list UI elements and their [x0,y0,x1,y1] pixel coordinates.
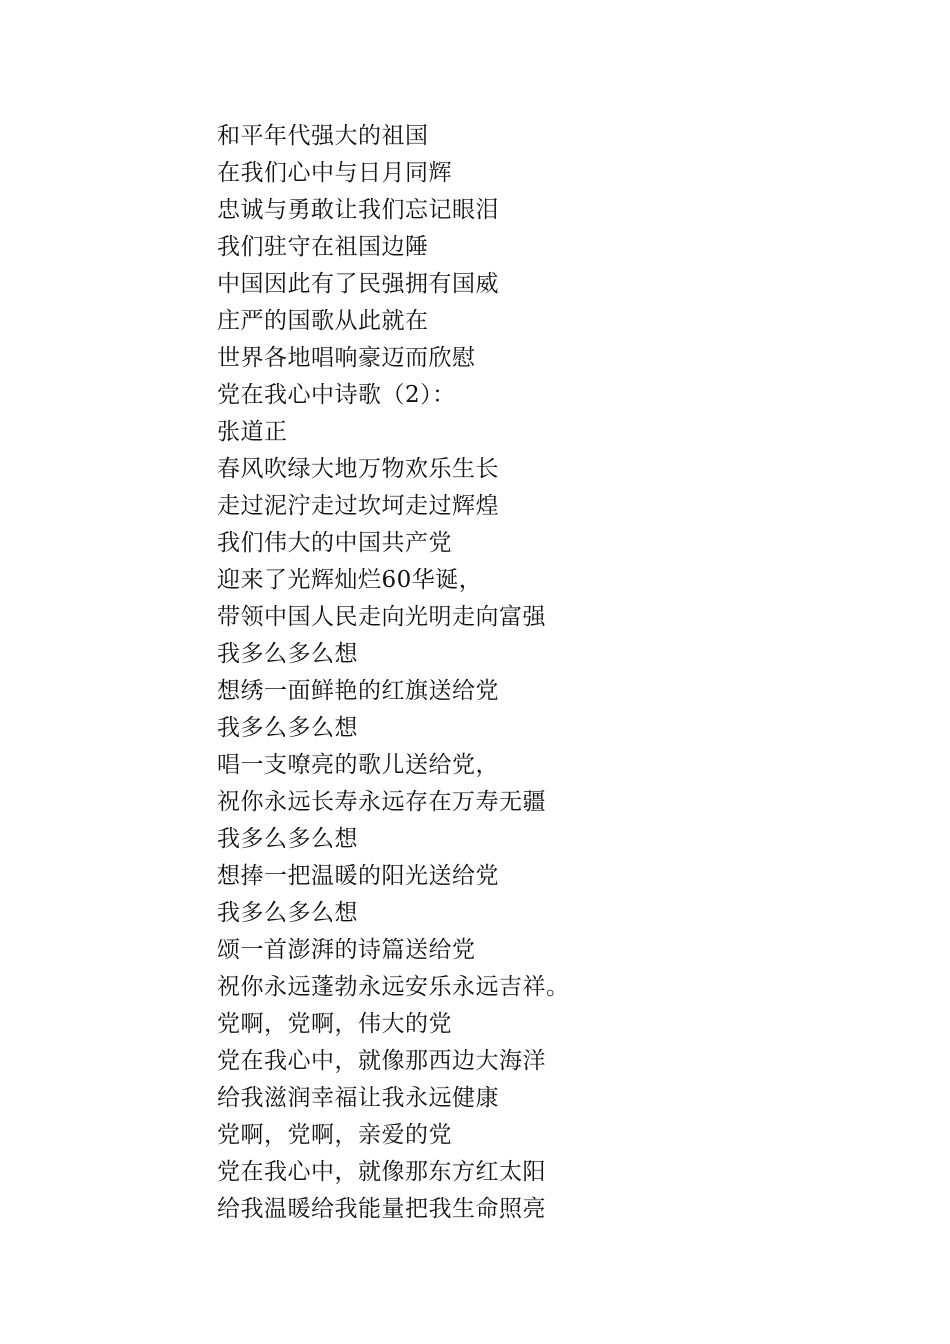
text-line: 迎来了光辉灿烂60华诞， [217,567,483,593]
text-line: 我多么多么想 [217,641,358,667]
text-line: 和平年代强大的祖国 [217,123,429,149]
text-line: 给我温暖给我能量把我生命照亮 [217,1196,546,1222]
text-line: 祝你永远长寿永远存在万寿无疆 [217,789,546,815]
text-line: 党啊，党啊，亲爱的党 [217,1122,452,1148]
poem-title: 党在我心中诗歌（2）： [217,382,456,408]
poem-text-block [217,118,570,1228]
text-line: 想绣一面鲜艳的红旗送给党 [217,678,499,704]
text-line: 带领中国人民走向光明走向富强 [217,604,546,630]
text-line: 党在我心中，就像那西边大海洋 [217,1048,546,1074]
poem-author: 张道正 [217,419,288,445]
text-line: 世界各地唱响豪迈而欣慰 [217,345,476,371]
text-line: 忠诚与勇敢让我们忘记眼泪 [217,197,499,223]
text-line: 唱一支嘹亮的歌儿送给党， [217,752,499,778]
text-line: 党啊，党啊，伟大的党 [217,1011,452,1037]
text-line: 祝你永远蓬勃永远安乐永远吉祥。 [217,974,570,1000]
text-line: 中国因此有了民强拥有国威 [217,271,499,297]
text-line: 我们伟大的中国共产党 [217,530,452,556]
text-line: 走过泥泞走过坎坷走过辉煌 [217,493,499,519]
text-line: 春风吹绿大地万物欢乐生长 [217,456,499,482]
text-line: 党在我心中，就像那东方红太阳 [217,1159,546,1185]
text-line: 颂一首澎湃的诗篇送给党 [217,937,476,963]
text-line: 我们驻守在祖国边陲 [217,234,429,260]
text-line: 我多么多么想 [217,900,358,926]
text-line: 想捧一把温暖的阳光送给党 [217,863,499,889]
text-line: 给我滋润幸福让我永远健康 [217,1085,499,1111]
text-line: 我多么多么想 [217,826,358,852]
text-line: 在我们心中与日月同辉 [217,160,452,186]
text-line: 庄严的国歌从此就在 [217,308,429,334]
text-line: 我多么多么想 [217,715,358,741]
